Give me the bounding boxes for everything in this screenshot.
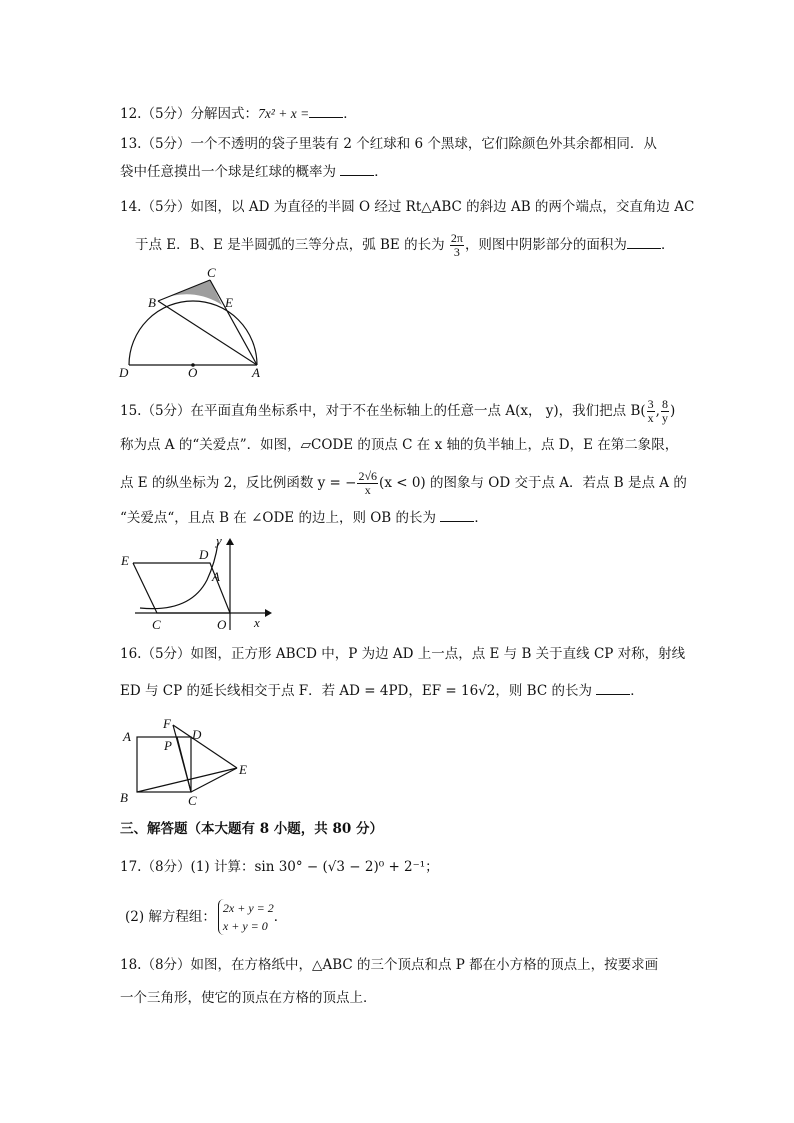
section-title: 三、解答题（本大题有 8 小题，共 80 分）	[120, 821, 383, 837]
q16-square-figure	[115, 715, 265, 810]
label-c: C	[152, 617, 161, 632]
label-x: x	[254, 615, 260, 630]
frac-numerator: 3	[647, 397, 654, 411]
line-ce	[191, 768, 237, 792]
frac-denominator: 3	[453, 245, 460, 259]
label-d: D	[192, 727, 202, 742]
label-c: C	[188, 793, 197, 808]
inverse-function-fraction	[357, 470, 378, 497]
q15-coordinate-figure	[115, 535, 275, 635]
q16-tail: ．	[630, 683, 644, 699]
frac-denominator: x	[364, 483, 371, 497]
x-axis-arrow	[265, 609, 272, 617]
q17-line2	[125, 899, 287, 935]
q14-semicircle-figure	[115, 265, 275, 380]
semicircle-arc	[129, 301, 257, 365]
q15-tail: ．	[474, 510, 488, 526]
answer-blank	[440, 509, 474, 522]
frac-numerator: 2√6	[358, 469, 378, 483]
frac-numerator: 2π	[450, 231, 463, 245]
q13-tail: ．	[374, 164, 388, 180]
answer-blank	[596, 682, 630, 695]
label-e: E	[225, 295, 233, 310]
frac-numerator: 8	[661, 397, 668, 411]
label-d: D	[119, 365, 129, 380]
label-f: F	[163, 716, 171, 731]
q14-text2: ，则图中阴影部分的面积为	[464, 237, 627, 253]
line-be	[137, 768, 237, 792]
q15-text3b: (x < 0) 的图象与 OD 交于点 A．若点 B 是点 A 的	[379, 475, 687, 491]
q12-line	[120, 105, 357, 123]
segment-ab	[158, 301, 257, 365]
q12-lead: 12.（5分）分解因式：	[120, 106, 259, 122]
q14-text: 于点 E．B、E 是半圆弧的三等分点，弧 BE 的长为	[135, 237, 445, 253]
q13-text: 袋中任意摸出一个球是红球的概率为	[120, 164, 336, 180]
label-b: B	[148, 295, 156, 310]
equation-2: x + y = 0	[222, 919, 268, 933]
q15-line2: 称为点 A 的“关爱点”．如图，▱CODE 的顶点 C 在 x 轴的负半轴上，点 D，E 在第二象限，	[120, 437, 679, 453]
arc-length-fraction	[450, 232, 464, 259]
label-y: y	[216, 533, 222, 548]
label-d: D	[199, 547, 209, 562]
q15-text4: “关爱点“，且点 B 在 ∠ODE 的边上，则 OB 的长为	[120, 510, 437, 526]
answer-blank	[340, 163, 374, 176]
label-e: E	[239, 762, 247, 777]
label-a: A	[212, 569, 220, 584]
q15-line1: 15.（5分）在平面直角坐标系中，对于不在坐标轴上的任意一点 A(x， y)，我们把点 B( $\frac{3}{x}$ , $\frac{8}{y}$ )	[120, 397, 676, 425]
equation-system	[218, 899, 274, 935]
q17-tail: ．	[273, 909, 288, 925]
q16-line2	[120, 682, 644, 700]
segment-ca	[210, 280, 257, 365]
q16-line1: 16.（5分）如图，正方形 ABCD 中，P 为边 AD 上一点，点 E 与 B 关于直线 CP 对称，射线	[120, 646, 686, 662]
q16-text: ED 与 CP 的延长线相交于点 F．若 AD = 4PD，EF = 16√2，则 BC 的长为	[120, 683, 592, 699]
q13-line2	[120, 163, 388, 181]
label-p: P	[164, 738, 172, 753]
fraction-3-over-x	[647, 398, 655, 425]
q15-line3	[120, 470, 687, 497]
q17-text: (2) 解方程组：	[125, 909, 216, 925]
label-o: O	[188, 365, 198, 380]
q15-text: 15.（5分）在平面直角坐标系中，对于不在坐标轴上的任意一点 A(x， y)，我们把点 B(	[120, 403, 646, 419]
label-e: E	[121, 553, 129, 568]
q18-line2: 一个三角形，使它的顶点在方格的顶点上．	[120, 990, 377, 1006]
label-b: B	[120, 790, 128, 805]
answer-blank	[627, 236, 661, 249]
q14-line2	[135, 232, 674, 259]
label-o: O	[217, 617, 227, 632]
q12-tail: ．	[343, 106, 357, 122]
q13-line1: 13.（5分）一个不透明的袋子里装有 2 个红球和 6 个黑球，它们除颜色外其余都相同．从	[120, 136, 657, 152]
q14-line1: 14.（5分）如图，以 AD 为直径的半圆 O 经过 Rt△ABC 的斜边 AB 的两个端点，交直角边 AC	[120, 199, 695, 215]
q15-paren: )	[669, 403, 676, 419]
q18-line1: 18.（8分）如图，在方格纸中，△ABC 的三个顶点和点 P 都在小方格的顶点上，按要求画	[120, 957, 659, 973]
label-a: A	[123, 729, 131, 744]
q17-line1: 17.（8分）(1) 计算：sin 30° − (√3 − 2)⁰ + 2⁻¹；	[120, 859, 439, 875]
label-c: C	[207, 265, 216, 280]
label-a: A	[252, 365, 260, 380]
q12-expr: 7x² + x =	[258, 106, 310, 121]
frac-denominator: x	[647, 411, 654, 425]
frac-denominator: y	[661, 411, 668, 425]
y-axis-arrow	[226, 538, 234, 545]
q14-tail: ．	[660, 237, 675, 253]
answer-blank	[309, 105, 343, 118]
q15-line4	[120, 509, 488, 527]
equation-1: 2x + y = 2	[222, 901, 274, 915]
line-pc	[177, 737, 191, 792]
q15-text3: 点 E 的纵坐标为 2，反比例函数 y = −	[120, 475, 357, 491]
fraction-8-over-y	[661, 398, 669, 425]
